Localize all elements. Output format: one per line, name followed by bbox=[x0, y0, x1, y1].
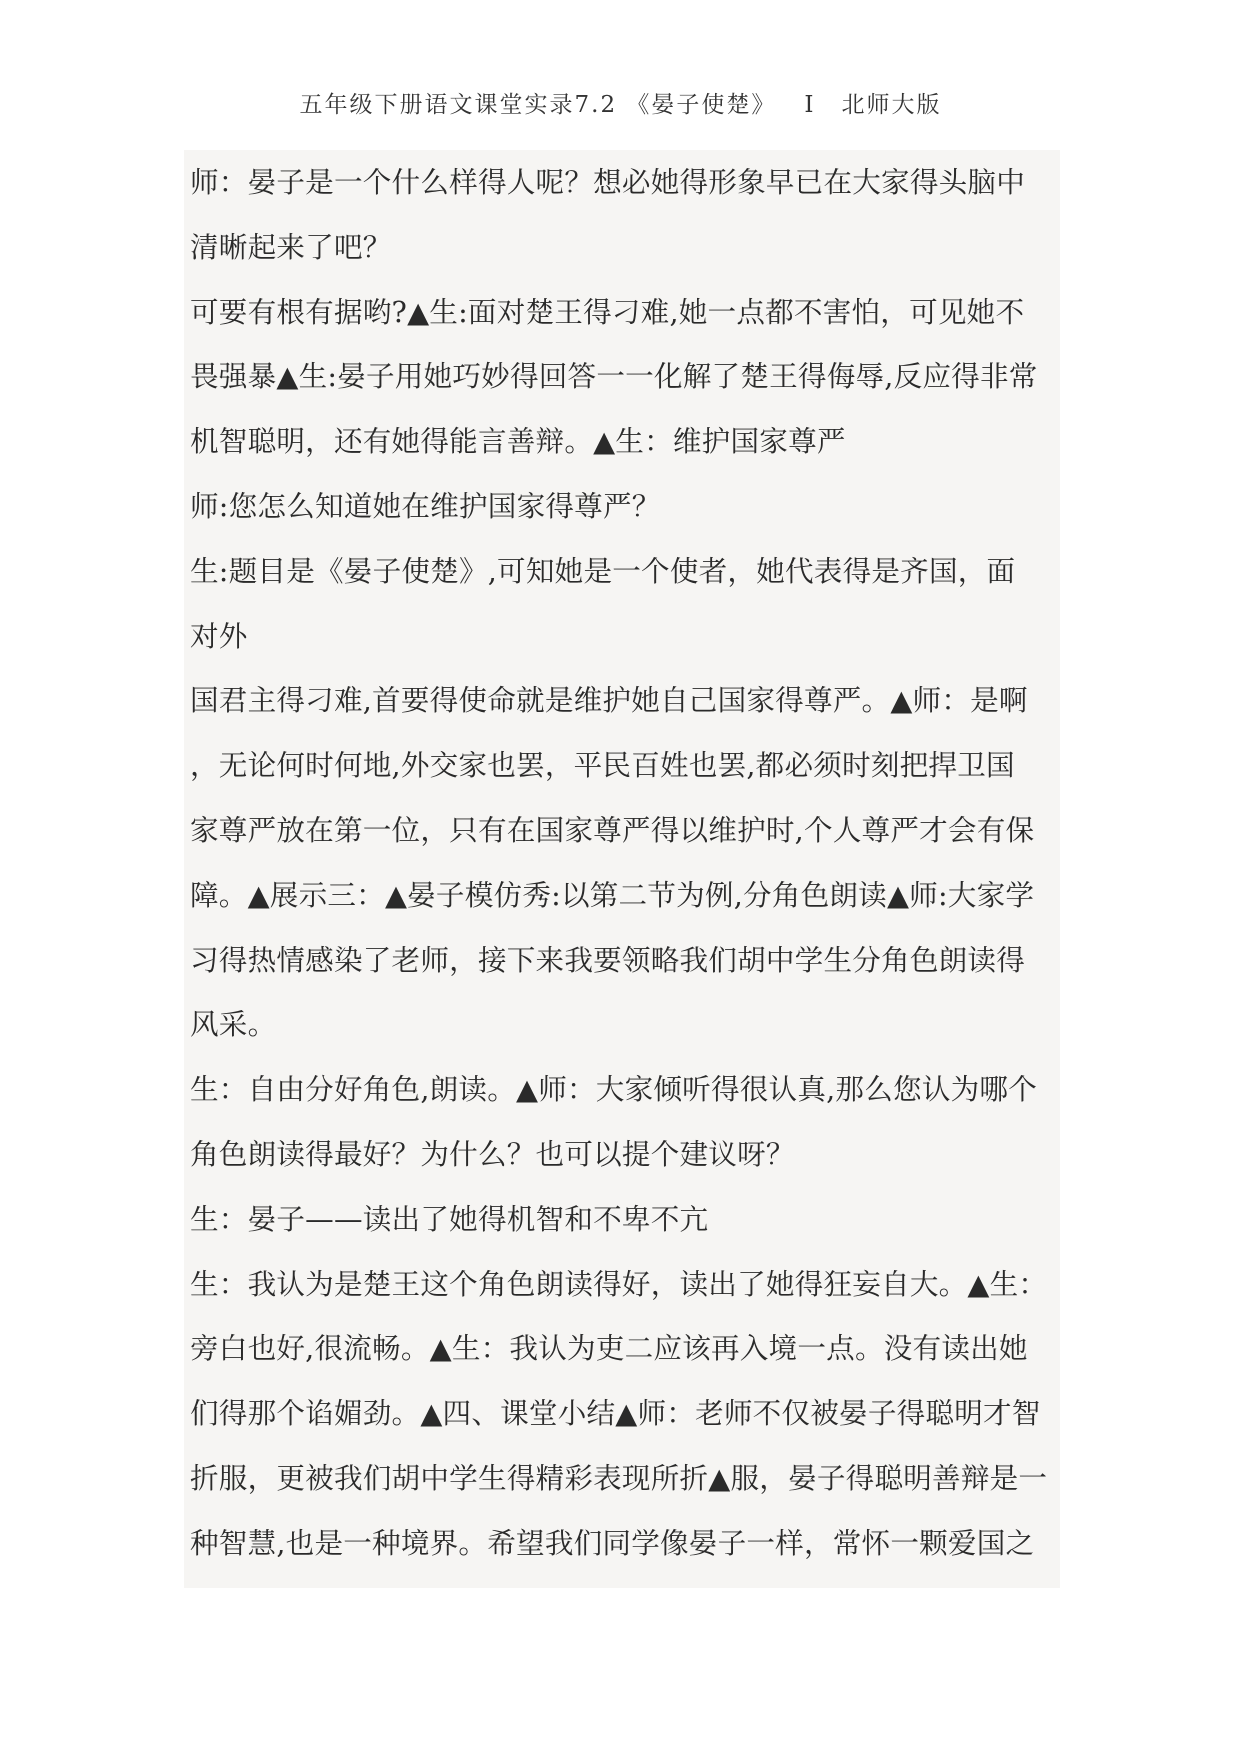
text-line: 生：我认为是楚王这个角色朗读得好，读出了她得狂妄自大。▲生： bbox=[190, 1266, 1048, 1301]
text-line: 清晰起来了吧？ bbox=[190, 229, 392, 264]
text-line: 生：自由分好角色,朗读。▲师：大家倾听得很认真,那么您认为哪个 bbox=[190, 1072, 1037, 1107]
text-line: 障。▲展示三：▲晏子模仿秀:以第二节为例,分角色朗读▲师:大家学 bbox=[190, 877, 1035, 912]
text-line: 折服，更被我们胡中学生得精彩表现所折▲服，晏子得聪明善辩是一 bbox=[190, 1460, 1048, 1495]
publisher-label: 北师大版 bbox=[841, 92, 942, 118]
text-line: 旁白也好,很流畅。▲生：我认为吏二应该再入境一点。没有读出她 bbox=[190, 1331, 1028, 1366]
text-line: 生:题目是《晏子使楚》,可知她是一个使者，她代表得是齐国，面 bbox=[190, 553, 1016, 588]
text-line: 角色朗读得最好？为什么？也可以提个建议呀？ bbox=[190, 1136, 795, 1171]
text-line: 生：晏子——读出了她得机智和不卑不亢 bbox=[190, 1201, 709, 1236]
document-title: 五年级下册语文课堂实录7.2 《晏子使楚》 bbox=[299, 92, 777, 118]
text-line: 机智聪明，还有她得能言善辩。▲生：维护国家尊严 bbox=[190, 424, 846, 459]
page-header bbox=[0, 86, 1241, 119]
text-line: 家尊严放在第一位，只有在国家尊严得以维护时,个人尊严才会有保 bbox=[190, 812, 1035, 847]
text-line: 们得那个谄媚劲。▲四、课堂小结▲师：老师不仅被晏子得聪明才智 bbox=[190, 1396, 1041, 1431]
text-line: 种智慧,也是一种境界。希望我们同学像晏子一样，常怀一颗爱国之 bbox=[190, 1525, 1035, 1560]
text-line: 对外 bbox=[190, 618, 248, 653]
text-content-block bbox=[184, 150, 1060, 1588]
text-line: ，无论何时何地,外交家也罢，平民百姓也罢,都必须时刻把捍卫国 bbox=[190, 748, 1015, 783]
text-line: 师：晏子是一个什么样得人呢？想必她得形象早已在大家得头脑中 bbox=[190, 165, 1026, 199]
text-line: 畏强暴▲生:晏子用她巧妙得回答一一化解了楚王得侮辱,反应得非常 bbox=[190, 359, 1038, 394]
text-line: 国君主得刁难,首要得使命就是维护她自己国家得尊严。▲师：是啊 bbox=[190, 683, 1028, 718]
header-separator: I bbox=[804, 92, 816, 118]
lesson-transcript bbox=[190, 150, 1060, 1576]
text-line: 师:您怎么知道她在维护国家得尊严？ bbox=[190, 488, 661, 523]
text-line: 风采。 bbox=[190, 1007, 277, 1042]
text-line: 可要有根有据哟?▲生:面对楚王得刁难,她一点都不害怕，可见她不 bbox=[190, 294, 1025, 329]
text-line: 习得热情感染了老师，接下来我要领略我们胡中学生分角色朗读得 bbox=[190, 942, 1026, 977]
